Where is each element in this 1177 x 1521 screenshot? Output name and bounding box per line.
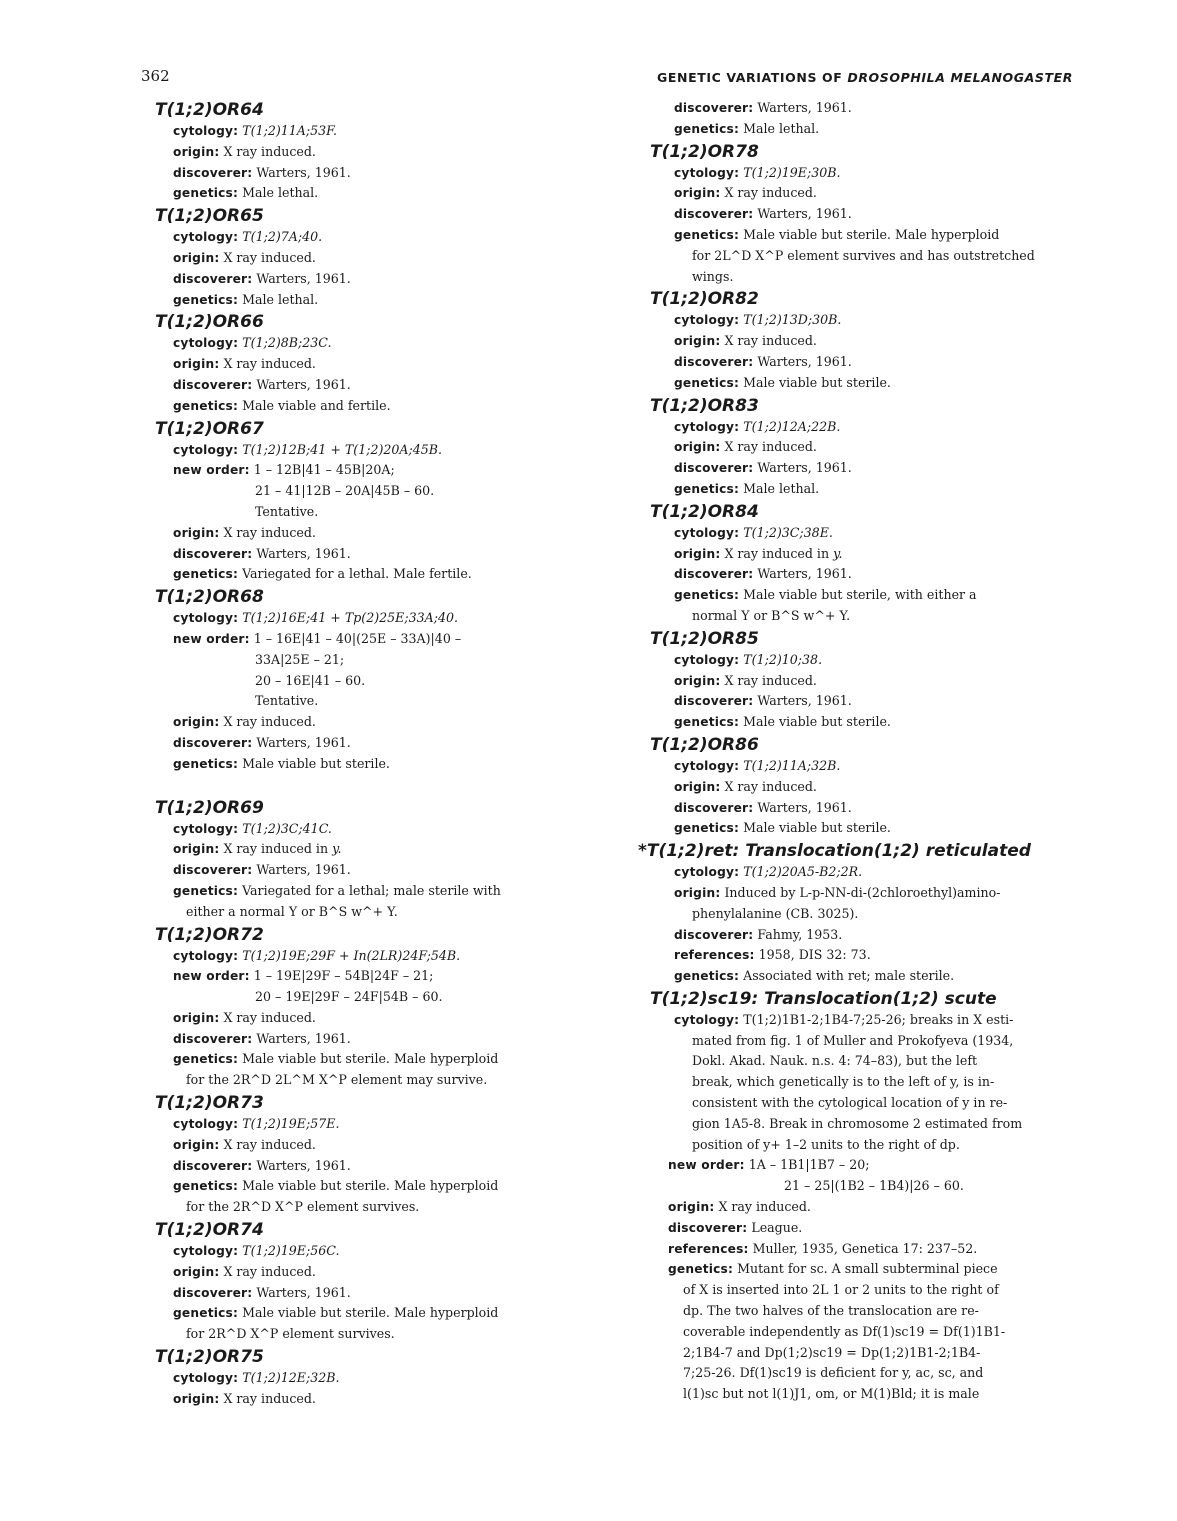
entry: [155, 924, 555, 1092]
entry-title: T(1;2)OR78: [650, 141, 759, 162]
entry-field: genetics: Male lethal.: [674, 480, 820, 496]
field-label: origin:: [674, 546, 721, 561]
field-label: discoverer:: [674, 694, 754, 709]
entry-field: cytology: T(1;2)10;38.: [674, 651, 823, 667]
entry-field: genetics: Male lethal.: [674, 120, 820, 136]
field-label: discoverer:: [674, 927, 754, 942]
entry-field: discoverer: Warters, 1961.: [674, 693, 852, 709]
entry-title: T(1;2)OR75: [155, 1347, 264, 1368]
entry-field: origin: X ray induced.: [674, 333, 817, 349]
entry-field: for the 2R^D X^P element survives.: [186, 1199, 420, 1215]
entry-title: T(1;2)OR84: [650, 501, 759, 522]
entry-field: genetics: Male viable but sterile.: [674, 820, 891, 836]
entry: [155, 586, 555, 774]
entry: [650, 98, 1070, 140]
entry-field: Dokl. Akad. Nauk. n.s. 4: 74–83), but the left: [692, 1053, 978, 1069]
field-label: cytology:: [674, 313, 740, 328]
entry-field: origin: X ray induced.: [173, 1263, 316, 1279]
entry: [155, 205, 555, 310]
field-label: genetics:: [674, 481, 740, 496]
field-label: cytology:: [674, 758, 740, 773]
entry: [155, 1346, 555, 1410]
entry-field: genetics: Male viable but sterile.: [173, 755, 390, 771]
entry-field: cytology: T(1;2)12B;41 + T(1;2)20A;45B.: [173, 441, 443, 457]
entry-field: cytology: T(1;2)19E;57E.: [173, 1116, 340, 1132]
entry-field: discoverer: Warters, 1961.: [173, 1030, 351, 1046]
entry-field: discoverer: Warters, 1961.: [173, 376, 351, 392]
entry-field: 21 – 41|12B – 20A|45B – 60.: [255, 483, 435, 499]
field-label: discoverer:: [668, 1220, 748, 1235]
entry-field: for the 2R^D 2L^M X^P element may survive.: [186, 1072, 488, 1088]
field-label: origin:: [173, 842, 220, 857]
entry-field: cytology: T(1;2)19E;30B.: [674, 164, 841, 180]
entry-field: discoverer: Warters, 1961.: [674, 206, 852, 222]
entry-title: T(1;2)sc19: Translocation(1;2) scute: [650, 988, 997, 1009]
entry-field: 21 – 25|(1B2 – 1B4)|26 – 60.: [784, 1178, 964, 1194]
field-label: origin:: [173, 250, 220, 265]
entry-title: T(1;2)OR72: [155, 924, 264, 945]
field-label: origin:: [674, 779, 721, 794]
entry-field: genetics: Male viable but sterile.: [674, 374, 891, 390]
entry-field: discoverer: Warters, 1961.: [674, 353, 852, 369]
entry-field: cytology: T(1;2)19E;29F + In(2LR)24F;54B.: [173, 947, 461, 963]
entry-field: for 2R^D X^P element survives.: [186, 1326, 395, 1342]
entry-field: origin: X ray induced.: [173, 249, 316, 265]
entry-field: position of y+ 1–2 units to the right of dp.: [692, 1136, 960, 1152]
entry-field: origin: X ray induced.: [668, 1199, 811, 1215]
entry-field: genetics: Male viable but sterile. Male hyperploid: [173, 1051, 499, 1067]
entry-field: discoverer: Warters, 1961.: [674, 566, 852, 582]
entry-title: *T(1;2)ret: Translocation(1;2) reticulated: [638, 841, 1031, 862]
field-label: discoverer:: [674, 800, 754, 815]
field-label: genetics:: [668, 1262, 734, 1277]
entry-field: origin: X ray induced.: [173, 1390, 316, 1406]
field-label: genetics:: [173, 292, 239, 307]
field-label: origin:: [173, 525, 220, 540]
entry-field: cytology: T(1;2)12A;22B.: [674, 418, 841, 434]
field-label: origin:: [173, 357, 220, 372]
entry-field: consistent with the cytological location of y in re-: [692, 1095, 1008, 1111]
entry-field: discoverer: Warters, 1961.: [173, 862, 351, 878]
entry-field: 20 – 16E|41 – 60.: [255, 672, 366, 688]
field-label: genetics:: [173, 1052, 239, 1067]
field-label: discoverer:: [173, 546, 253, 561]
field-label: genetics:: [173, 567, 239, 582]
entry-field: discoverer: Warters, 1961.: [674, 799, 852, 815]
entry-field: genetics: Male viable but sterile.: [674, 714, 891, 730]
field-label: origin:: [173, 715, 220, 730]
entry-field: genetics: Male viable but sterile. Male hyperploid: [674, 226, 1000, 242]
entry-field: cytology: T(1;2)11A;32B.: [674, 757, 841, 773]
field-label: origin:: [674, 186, 721, 201]
entry-field: cytology: T(1;2)19E;56C.: [173, 1243, 340, 1259]
entry-field: origin: X ray induced.: [173, 1136, 316, 1152]
entry-field: 7;25-26. Df(1)sc19 is deficient for y, ac, sc, and: [683, 1365, 984, 1381]
field-label: cytology:: [173, 1244, 239, 1259]
entry-field: genetics: Variegated for a lethal; male sterile with: [173, 882, 501, 898]
field-label: cytology:: [674, 525, 740, 540]
field-label: origin:: [668, 1200, 715, 1215]
field-label: cytology:: [173, 948, 239, 963]
field-label: cytology:: [173, 442, 239, 457]
field-label: origin:: [173, 1010, 220, 1025]
entry-title: T(1;2)OR83: [650, 395, 759, 416]
entry-field: discoverer: Warters, 1961.: [173, 545, 351, 561]
field-label: discoverer:: [173, 863, 253, 878]
entry-field: cytology: T(1;2)3C;41C.: [173, 820, 332, 836]
field-label: cytology:: [674, 652, 740, 667]
entry-field: cytology: T(1;2)12E;32B.: [173, 1370, 340, 1386]
field-label: new order:: [173, 969, 250, 984]
entry: [650, 734, 1070, 839]
field-label: cytology:: [173, 1117, 239, 1132]
entry-field: genetics: Mutant for sc. A small subterminal piece: [668, 1261, 998, 1277]
entry-field: discoverer: Warters, 1961.: [173, 1157, 351, 1173]
entry-field: new order: 1A – 1B1|1B7 – 20;: [668, 1157, 870, 1173]
entry-field: of X is inserted into 2L 1 or 2 units to the right of: [683, 1282, 999, 1298]
entry-field: new order: 1 – 12B|41 – 45B|20A;: [173, 462, 395, 478]
entry-field: origin: X ray induced.: [173, 143, 316, 159]
left-column: [155, 98, 555, 1410]
field-label: genetics:: [173, 398, 239, 413]
field-label: new order:: [173, 463, 250, 478]
field-label: discoverer:: [674, 354, 754, 369]
entry: [155, 311, 555, 416]
field-label: cytology:: [173, 821, 239, 836]
entry-title: T(1;2)OR66: [155, 312, 264, 333]
field-label: origin:: [173, 1137, 220, 1152]
field-label: genetics:: [674, 121, 740, 136]
entry-field: genetics: Variegated for a lethal. Male fertile.: [173, 566, 472, 582]
field-label: origin:: [674, 334, 721, 349]
field-label: genetics:: [674, 969, 740, 984]
field-label: new order:: [173, 631, 250, 646]
entry-title: T(1;2)OR74: [155, 1220, 264, 1241]
entry-field: origin: X ray induced.: [674, 185, 817, 201]
entry-field: Tentative.: [255, 693, 319, 709]
entry-field: wings.: [692, 268, 734, 284]
field-label: discoverer:: [173, 377, 253, 392]
field-label: discoverer:: [674, 207, 754, 222]
field-label: discoverer:: [173, 271, 253, 286]
entry-field: discoverer: Warters, 1961.: [173, 734, 351, 750]
field-label: origin:: [674, 440, 721, 455]
entry: [155, 99, 555, 204]
entry: [638, 840, 1070, 987]
entry-field: new order: 1 – 16E|41 – 40|(25E – 33A)|40 –: [173, 630, 462, 646]
entry: [650, 988, 1070, 1405]
entry-field: for 2L^D X^P element survives and has outstretched: [692, 247, 1035, 263]
field-label: discoverer:: [173, 1158, 253, 1173]
field-label: cytology:: [674, 1012, 740, 1027]
entry: [155, 797, 555, 923]
entry-field: references: 1958, DIS 32: 73.: [674, 947, 871, 963]
field-label: genetics:: [674, 715, 740, 730]
entry-field: 2;1B4-7 and Dp(1;2)sc19 = Dp(1;2)1B1-2;1B4-: [683, 1344, 981, 1360]
field-label: cytology:: [674, 419, 740, 434]
field-label: new order:: [668, 1158, 745, 1173]
entry: [650, 288, 1070, 393]
entry: [155, 418, 555, 586]
field-label: references:: [674, 948, 755, 963]
entry-field: genetics: Male viable and fertile.: [173, 397, 391, 413]
field-label: origin:: [674, 885, 721, 900]
field-label: discoverer:: [173, 1031, 253, 1046]
entry-title: T(1;2)OR68: [155, 587, 264, 608]
entry-title: T(1;2)OR64: [155, 100, 264, 120]
field-label: discoverer:: [674, 101, 754, 115]
field-label: discoverer:: [173, 1285, 253, 1300]
running-head: GENETIC VARIATIONS OF DROSOPHILA MELANOGASTER: [657, 70, 1073, 85]
entry-field: coverable independently as Df(1)sc19 = Df(1)1B1-: [683, 1323, 1006, 1339]
field-label: genetics:: [674, 375, 740, 390]
field-label: genetics:: [674, 821, 740, 836]
field-label: references:: [668, 1241, 749, 1256]
entry-field: discoverer: Warters, 1961.: [173, 164, 351, 180]
entry-field: origin: Induced by L-p-NN-di-(2chloroethyl)amino-: [674, 884, 1001, 900]
entry-field: new order: 1 – 19E|29F – 54B|24F – 21;: [173, 968, 434, 984]
field-label: discoverer:: [173, 165, 253, 180]
entry-title: T(1;2)OR82: [650, 289, 759, 310]
entry-field: discoverer: League.: [668, 1219, 803, 1235]
entry-field: origin: X ray induced.: [173, 524, 316, 540]
entry-field: cytology: T(1;2)11A;53F.: [173, 123, 337, 138]
entry-field: l(1)sc but not l(1)J1, om, or M(1)Bld; it is male: [683, 1386, 980, 1402]
entry: [650, 628, 1070, 733]
entry-field: break, which genetically is to the left of y, is in-: [692, 1074, 995, 1090]
entry: [155, 1219, 555, 1345]
entry-field: cytology: T(1;2)7A;40.: [173, 229, 323, 245]
entry: [650, 395, 1070, 500]
entry-title: T(1;2)OR86: [650, 734, 759, 755]
field-label: discoverer:: [674, 567, 754, 582]
field-label: genetics:: [674, 588, 740, 603]
entry-field: genetics: Male lethal.: [173, 185, 319, 201]
entry-field: discoverer: Warters, 1961.: [674, 460, 852, 476]
entry-field: discoverer: Warters, 1961.: [173, 270, 351, 286]
entry-field: origin: X ray induced.: [173, 1009, 316, 1025]
entry-field: cytology: T(1;2)1B1-2;1B4-7;25-26; breaks in X esti-: [674, 1011, 1014, 1027]
field-label: cytology:: [173, 611, 239, 626]
entry: [155, 1092, 555, 1218]
entry-title: T(1;2)OR85: [650, 628, 759, 649]
entry-field: Tentative.: [255, 503, 319, 519]
entry-field: cytology: T(1;2)13D;30B.: [674, 312, 842, 328]
field-label: discoverer:: [173, 735, 253, 750]
field-label: cytology:: [674, 865, 740, 880]
entry-field: origin: X ray induced.: [674, 778, 817, 794]
entry-field: 20 – 19E|29F – 24F|54B – 60.: [255, 989, 443, 1005]
field-label: genetics:: [173, 1306, 239, 1321]
entry-title: T(1;2)OR67: [155, 418, 264, 439]
field-label: genetics:: [173, 1179, 239, 1194]
entry-field: discoverer: Fahmy, 1953.: [674, 926, 843, 942]
entry-field: genetics: Male lethal.: [173, 291, 319, 307]
entry-field: discoverer: Warters, 1961.: [674, 100, 852, 115]
entry-title: T(1;2)OR65: [155, 206, 264, 227]
entry-field: phenylalanine (CB. 3025).: [692, 905, 859, 921]
field-label: origin:: [173, 1391, 220, 1406]
entry-field: origin: X ray induced in y.: [674, 545, 843, 561]
entry-field: gion 1A5-8. Break in chromosome 2 estimated from: [692, 1115, 1023, 1131]
page-number: 362: [141, 67, 170, 85]
entry-field: genetics: Male viable but sterile, with either a: [674, 587, 977, 603]
entry-field: origin: X ray induced.: [674, 439, 817, 455]
entry-field: genetics: Male viable but sterile. Male hyperploid: [173, 1305, 499, 1321]
entry-field: origin: X ray induced.: [173, 356, 316, 372]
entry-field: origin: X ray induced in y.: [173, 841, 342, 857]
field-label: genetics:: [173, 186, 239, 201]
field-label: origin:: [173, 144, 220, 159]
entry-field: cytology: T(1;2)3C;38E.: [674, 524, 833, 540]
field-label: cytology:: [674, 165, 740, 180]
entry-field: discoverer: Warters, 1961.: [173, 1284, 351, 1300]
entry-field: origin: X ray induced.: [674, 672, 817, 688]
entry-field: normal Y or B^S w^+ Y.: [692, 607, 851, 623]
entry-field: cytology: T(1;2)8B;23C.: [173, 335, 332, 351]
entry-field: dp. The two halves of the translocation are re-: [683, 1303, 979, 1319]
entry-field: references: Muller, 1935, Genetica 17: 237–52.: [668, 1240, 978, 1256]
entry-field: cytology: T(1;2)20A5-B2;2R.: [674, 864, 863, 880]
field-label: cytology:: [173, 336, 239, 351]
entry-field: either a normal Y or B^S w^+ Y.: [186, 903, 398, 919]
field-label: origin:: [674, 673, 721, 688]
entry-title: T(1;2)OR69: [155, 797, 264, 818]
entry-field: genetics: Associated with ret; male sterile.: [674, 968, 955, 984]
entry-field: genetics: Male viable but sterile. Male hyperploid: [173, 1178, 499, 1194]
entry-field: origin: X ray induced.: [173, 714, 316, 730]
field-label: origin:: [173, 1264, 220, 1279]
entry: [650, 501, 1070, 627]
field-label: cytology:: [173, 1371, 239, 1386]
entry-field: 33A|25E – 21;: [255, 651, 345, 667]
entry-field: mated from fig. 1 of Muller and Prokofyeva (1934,: [692, 1032, 1014, 1048]
field-label: genetics:: [173, 883, 239, 898]
right-column: [638, 98, 1070, 1405]
field-label: discoverer:: [674, 461, 754, 476]
field-label: genetics:: [674, 227, 740, 242]
entry-field: cytology: T(1;2)16E;41 + Tp(2)25E;33A;40.: [173, 610, 458, 626]
field-label: cytology:: [173, 230, 239, 245]
entry: [650, 141, 1070, 288]
field-label: cytology:: [173, 124, 239, 138]
entry-title: T(1;2)OR73: [155, 1093, 264, 1114]
field-label: genetics:: [173, 756, 239, 771]
